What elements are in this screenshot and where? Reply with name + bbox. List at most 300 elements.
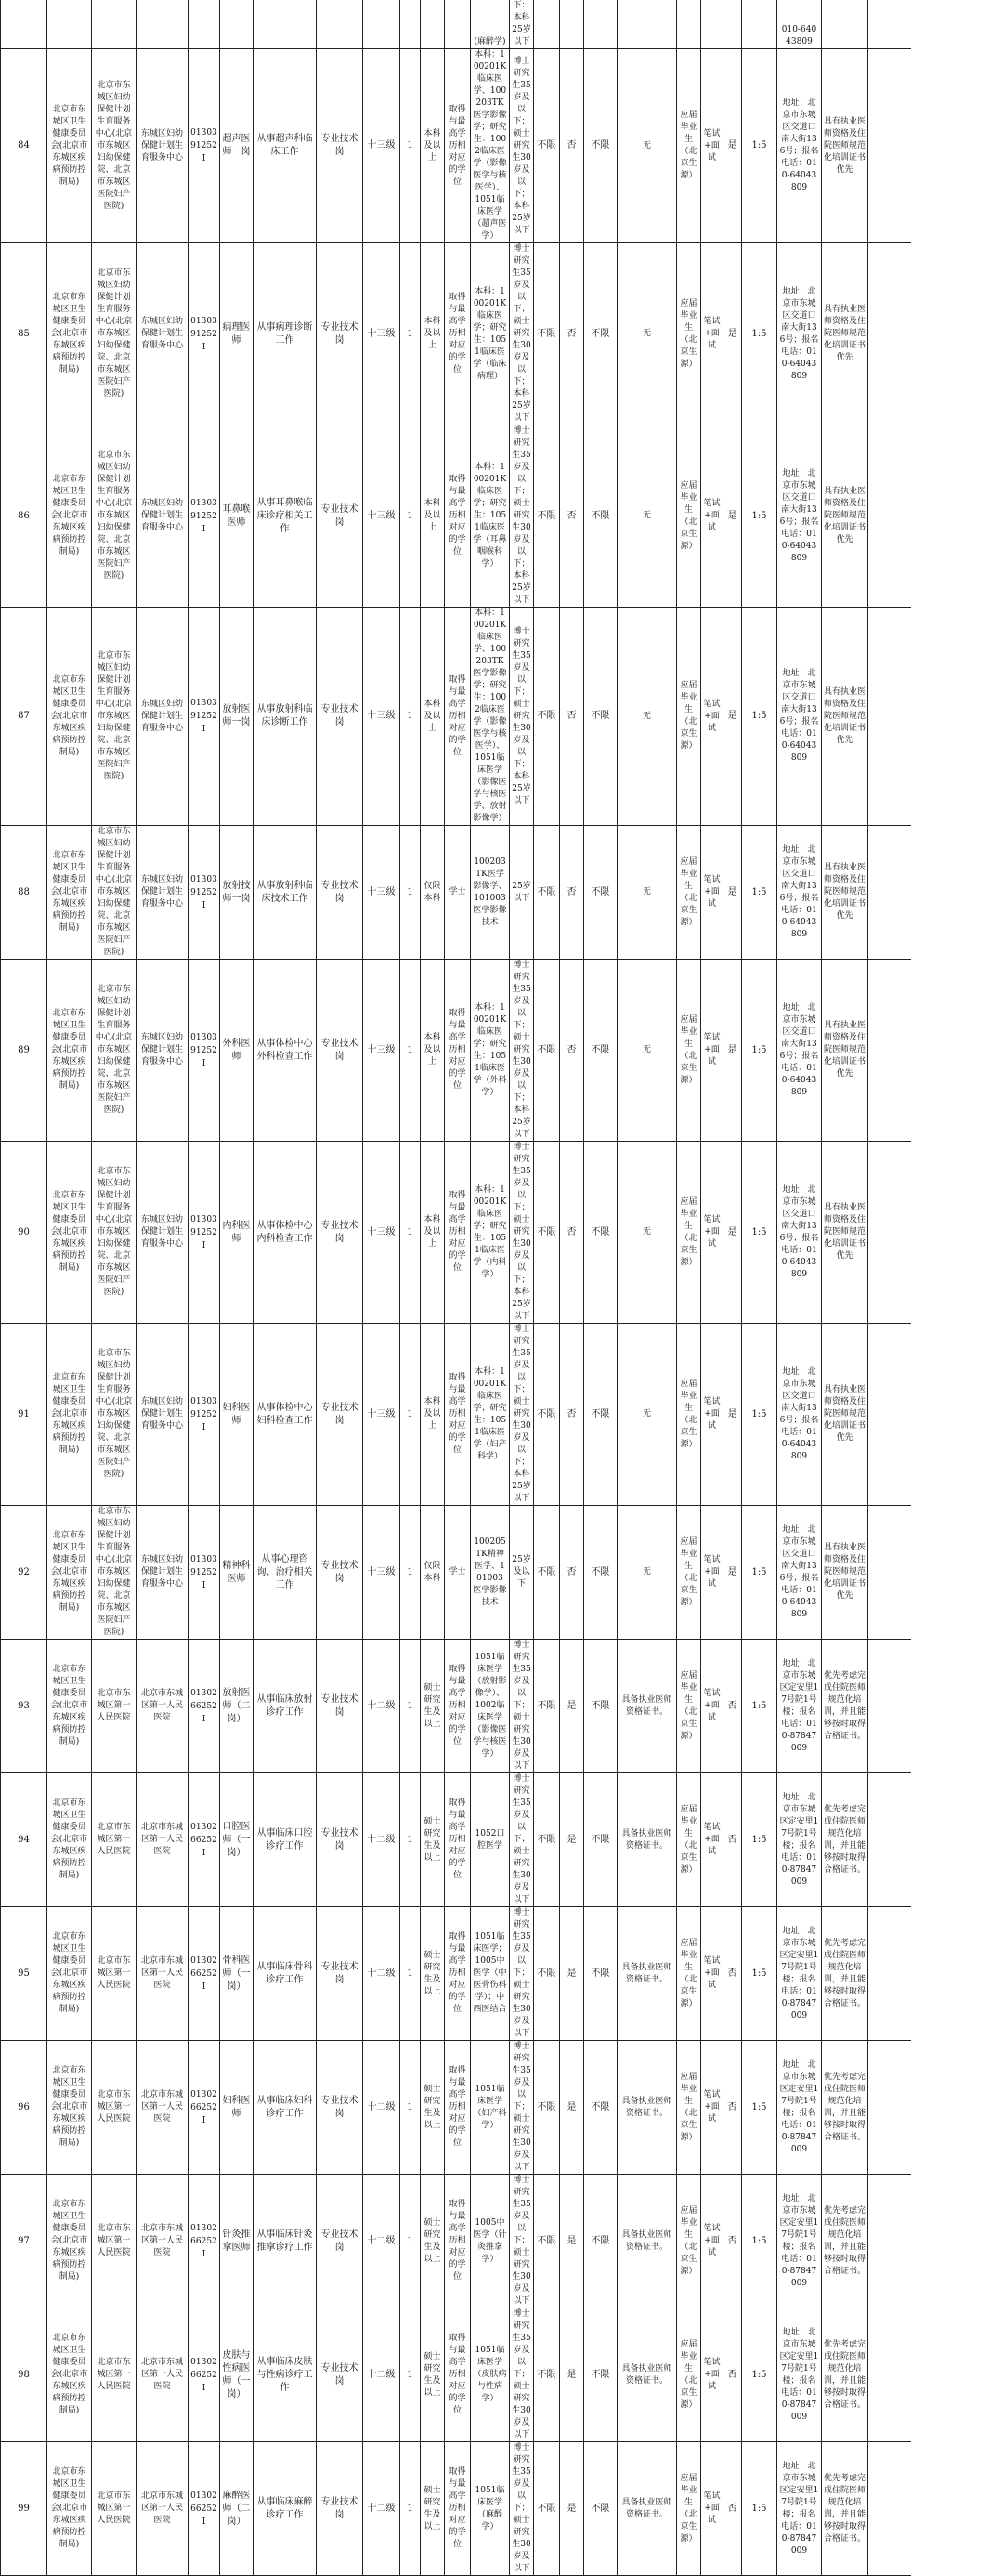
cell-extra bbox=[868, 243, 911, 425]
cell-no: 92 bbox=[1, 1506, 47, 1640]
cell-remark: 优先考虑完成住院医师规范化培训，并且能够按时取得合格证书。 bbox=[822, 2041, 868, 2175]
cell-seniority: 不限 bbox=[584, 2041, 618, 2175]
cell-no: 88 bbox=[1, 826, 47, 960]
cell-source: 应届毕业生（北京生源） bbox=[677, 2175, 701, 2308]
cell-post: 口腔医师（一岗） bbox=[220, 1773, 254, 1907]
cell-code: 0130391252I bbox=[189, 1142, 220, 1324]
cell-age: 博士研究生35岁及以下；硕士研究生30岁及以下 bbox=[510, 1640, 534, 1773]
cell-age: 博士研究生35岁及以下；硕士研究生30岁及以下 bbox=[510, 2041, 534, 2175]
cell-dept: 北京市东城区卫生健康委员会(北京市东城区疾病预防控制局) bbox=[47, 2041, 92, 2175]
cell-hukou: 是 bbox=[560, 1907, 584, 2041]
cell-contact: 地址：北京市东城区定安里17号院1号楼；报名电话：010-87847009 bbox=[777, 1773, 822, 1907]
cell-num: 1 bbox=[400, 1324, 421, 1506]
cell-other: 无 bbox=[618, 826, 677, 960]
cell-category: 专业技术岗 bbox=[317, 1324, 363, 1506]
cell-exam: 笔试+面试 bbox=[701, 243, 723, 425]
cell-exam: 笔试+面试 bbox=[701, 2308, 723, 2442]
cell-num: 1 bbox=[400, 2308, 421, 2442]
cell-source: 应届毕业生（北京生源） bbox=[677, 1506, 701, 1640]
cell-edu: 硕士研究生及以上 bbox=[421, 2442, 445, 2576]
cell-degree: 学士 bbox=[445, 1506, 471, 1640]
cell-hukou: 是 bbox=[560, 2041, 584, 2175]
cell-grade: 十三级 bbox=[363, 49, 400, 243]
cell-code: 0130266252I bbox=[189, 2442, 220, 2576]
cell-degree: 学士 bbox=[445, 826, 471, 960]
cell-seniority: 不限 bbox=[584, 1773, 618, 1907]
cell-extra bbox=[868, 826, 911, 960]
cell-unit: 北京市东城区妇幼保健计划生育服务中心(北京市东城区妇幼保健院、北京市东城区医院妇产医院) bbox=[92, 1506, 137, 1640]
cell-num: 1 bbox=[400, 608, 421, 826]
cell-num: 1 bbox=[400, 1773, 421, 1907]
cell-unit: 北京市东城区第一人民医院 bbox=[92, 1640, 137, 1773]
cell-major: 1052口腔医学 bbox=[471, 1773, 510, 1907]
cell-degree: 取得与最高学历相对应的学位 bbox=[445, 2041, 471, 2175]
cell-age: 博士研究生35岁及以下；硕士研究生30岁及以下；本科25岁以下 bbox=[510, 1142, 534, 1324]
cell-politics: 不限 bbox=[534, 49, 560, 243]
cell-contact: 地址：北京市东城区交道口南大街136号；报名电话：010-64043809 bbox=[777, 608, 822, 826]
cell-remark bbox=[822, 0, 868, 49]
cell-politics: 不限 bbox=[534, 2175, 560, 2308]
cell-major: 本科：100201K临床医学、100203TK医学影像学；研究生：1002临床医学（影像医学与核医学）、1051临床医学（超声医学） bbox=[471, 49, 510, 243]
cell-major: 1051临床医学（麻醉学） bbox=[471, 2442, 510, 2576]
cell-unit: 北京市东城区妇幼保健计划生育服务中心(北京市东城区妇幼保健院、北京市东城区医院妇产医院) bbox=[92, 425, 137, 608]
cell-major: 本科：100201K临床医学；研究生：1051临床医学（耳鼻咽喉科学） bbox=[471, 425, 510, 608]
cell-remark: 优先考虑完成住院医师规范化培训，并且能够按时取得合格证书。 bbox=[822, 2175, 868, 2308]
cell-no: 85 bbox=[1, 243, 47, 425]
table-row bbox=[1, 826, 911, 960]
cell-ratio: 1:5 bbox=[742, 425, 777, 608]
cell-degree: 取得与最高学历相对应的学位 bbox=[445, 425, 471, 608]
cell-other: 无 bbox=[618, 960, 677, 1142]
cell-dept: 北京市东城区卫生健康委员会(北京市东城区疾病预防控制局) bbox=[47, 1773, 92, 1907]
cell-duty: 从事病理诊断工作 bbox=[254, 243, 317, 425]
cell-remark: 具有执业医师资格及住院医师规范化培训证书优先 bbox=[822, 1324, 868, 1506]
cell-extra bbox=[868, 960, 911, 1142]
cell-subunit: 东城区妇幼保健计划生育服务中心 bbox=[137, 1324, 189, 1506]
cell-ratio-flag: 否 bbox=[723, 2041, 742, 2175]
table-row bbox=[1, 1142, 911, 1324]
cell-ratio-flag: 否 bbox=[723, 2308, 742, 2442]
cell-category: 专业技术岗 bbox=[317, 2308, 363, 2442]
cell-ratio-flag: 是 bbox=[723, 1142, 742, 1324]
cell-politics: 不限 bbox=[534, 608, 560, 826]
cell-post: 放射技师一岗 bbox=[220, 826, 254, 960]
cell-subunit: 北京市东城区第一人民医院 bbox=[137, 2308, 189, 2442]
cell-extra bbox=[868, 1142, 911, 1324]
cell-no: 89 bbox=[1, 960, 47, 1142]
cell-degree: 取得与最高学历相对应的学位 bbox=[445, 49, 471, 243]
cell-ratio: 1:5 bbox=[742, 1324, 777, 1506]
cell-other: 具备执业医师资格证书。 bbox=[618, 1640, 677, 1773]
cell-category: 专业技术岗 bbox=[317, 425, 363, 608]
cell-post: 精神科医师 bbox=[220, 1506, 254, 1640]
table-row bbox=[1, 2442, 911, 2576]
cell-post: 妇科医师 bbox=[220, 1324, 254, 1506]
cell-other: 具备执业医师资格证书。 bbox=[618, 2308, 677, 2442]
cell-ratio-flag: 是 bbox=[723, 1324, 742, 1506]
cell-source: 应届毕业生（北京生源） bbox=[677, 2041, 701, 2175]
cell-source: 应届毕业生（北京生源） bbox=[677, 425, 701, 608]
cell-duty: 从事心理咨询、治疗相关工作 bbox=[254, 1506, 317, 1640]
cell-category: 专业技术岗 bbox=[317, 1907, 363, 2041]
cell-politics: 不限 bbox=[534, 425, 560, 608]
cell-other: 无 bbox=[618, 49, 677, 243]
cell-contact: 地址：北京市东城区定安里17号院1号楼；报名电话：010-87847009 bbox=[777, 2175, 822, 2308]
cell-source: 应届毕业生（北京生源） bbox=[677, 1640, 701, 1773]
cell-hukou: 否 bbox=[560, 1324, 584, 1506]
cell-other: 具备执业医师资格证书。 bbox=[618, 2442, 677, 2576]
cell-degree: 取得与最高学历相对应的学位 bbox=[445, 2442, 471, 2576]
cell-ratio-flag: 是 bbox=[723, 49, 742, 243]
cell-hukou: 否 bbox=[560, 608, 584, 826]
cell-major: 1051临床医学（妇产科学） bbox=[471, 2041, 510, 2175]
cell-age: 博士研究生35岁及以下；硕士研究生30岁及以下；本科25岁以下 bbox=[510, 960, 534, 1142]
cell-duty: 从事临床骨科诊疗工作 bbox=[254, 1907, 317, 2041]
cell-age: 博士研究生35岁及以下；硕士研究生30岁及以下 bbox=[510, 2308, 534, 2442]
cell-source: 应届毕业生（北京生源） bbox=[677, 1324, 701, 1506]
cell-hukou: 否 bbox=[560, 826, 584, 960]
cell-grade: 十二级 bbox=[363, 1773, 400, 1907]
cell-grade: 十三级 bbox=[363, 243, 400, 425]
cell-unit: 北京市东城区妇幼保健计划生育服务中心(北京市东城区妇幼保健院、北京市东城区医院妇产医院) bbox=[92, 243, 137, 425]
cell-degree: 取得与最高学历相对应的学位 bbox=[445, 1142, 471, 1324]
cell-exam: 笔试+面试 bbox=[701, 1324, 723, 1506]
table-row bbox=[1, 243, 911, 425]
cell-extra bbox=[868, 608, 911, 826]
cell-degree: 取得与最高学历相对应的学位 bbox=[445, 2308, 471, 2442]
table-row bbox=[1, 1506, 911, 1640]
cell-degree: 取得与最高学历相对应的学位 bbox=[445, 1773, 471, 1907]
cell-grade: 十二级 bbox=[363, 2041, 400, 2175]
cell-age: 博士研究生35岁及以下；硕士研究生30岁及以下 bbox=[510, 1907, 534, 2041]
cell-grade: 十三级 bbox=[363, 826, 400, 960]
cell-contact: 地址：北京市东城区定安里17号院1号楼；报名电话：010-87847009 bbox=[777, 1907, 822, 2041]
cell-unit: 北京市东城区妇幼保健计划生育服务中心(北京市东城区妇幼保健院、北京市东城区医院妇产医院) bbox=[92, 826, 137, 960]
cell-duty: 从事体检中心妇科检查工作 bbox=[254, 1324, 317, 1506]
cell-ratio: 1:5 bbox=[742, 1773, 777, 1907]
cell-duty: 从事耳鼻喉临床诊疗相关工作 bbox=[254, 425, 317, 608]
cell-extra bbox=[868, 1324, 911, 1506]
cell-no: 91 bbox=[1, 1324, 47, 1506]
cell-source: 应届毕业生（北京生源） bbox=[677, 2308, 701, 2442]
cell-code: 0130391252I bbox=[189, 243, 220, 425]
cell-subunit: 北京市东城区第一人民医院 bbox=[137, 2175, 189, 2308]
cell-age: 博士研究生35岁及以下；硕士研究生30岁及以下 bbox=[510, 2442, 534, 2576]
cell-degree: 取得与最高学历相对应的学位 bbox=[445, 1640, 471, 1773]
cell-remark: 具有执业医师资格及住院医师规范化培训证书优先 bbox=[822, 1142, 868, 1324]
cell-remark: 具有执业医师资格及住院医师规范化培训证书优先 bbox=[822, 608, 868, 826]
cell-source: 应届毕业生（北京生源） bbox=[677, 608, 701, 826]
cell-other: 具备执业医师资格证书。 bbox=[618, 1773, 677, 1907]
cell-unit: 北京市东城区妇幼保健计划生育服务中心(北京市东城区妇幼保健院、北京市东城区医院妇产医院) bbox=[92, 1142, 137, 1324]
cell-ratio: 1:5 bbox=[742, 1142, 777, 1324]
cell-ratio-flag: 否 bbox=[723, 2175, 742, 2308]
cell-exam: 笔试+面试 bbox=[701, 2442, 723, 2576]
cell-num: 1 bbox=[400, 2041, 421, 2175]
cell-edu: 本科及以上 bbox=[421, 1324, 445, 1506]
cell-remark: 具有执业医师资格及住院医师规范化培训证书优先 bbox=[822, 243, 868, 425]
cell-major: 1005中医学（针灸推拿学） bbox=[471, 2175, 510, 2308]
cell-hukou: 否 bbox=[560, 1142, 584, 1324]
cell-major: 1051临床医学（放射影像学）、1002临床医学（影像医学与核医学） bbox=[471, 1640, 510, 1773]
cell-ratio: 1:5 bbox=[742, 1506, 777, 1640]
cell-num: 1 bbox=[400, 826, 421, 960]
cell-hukou: 是 bbox=[560, 1773, 584, 1907]
cell-code: 0130266252I bbox=[189, 1773, 220, 1907]
cell-grade: 十二级 bbox=[363, 2308, 400, 2442]
cell-extra bbox=[868, 49, 911, 243]
cell-code: 0130391252I bbox=[189, 49, 220, 243]
cell-edu: 本科及以上 bbox=[421, 960, 445, 1142]
cell-seniority: 不限 bbox=[584, 425, 618, 608]
cell-edu: 硕士研究生及以上 bbox=[421, 1907, 445, 2041]
cell-code: 0130266252I bbox=[189, 1640, 220, 1773]
cell-other: 无 bbox=[618, 243, 677, 425]
cell-dept: 北京市东城区卫生健康委员会(北京市东城区疾病预防控制局) bbox=[47, 2308, 92, 2442]
cell-exam: 笔试+面试 bbox=[701, 1907, 723, 2041]
cell-politics: 不限 bbox=[534, 1506, 560, 1640]
cell-remark: 优先考虑完成住院医师规范化培训，并且能够按时取得合格证书。 bbox=[822, 2308, 868, 2442]
cell-subunit: 东城区妇幼保健计划生育服务中心 bbox=[137, 1142, 189, 1324]
cell-subunit: 北京市东城区第一人民医院 bbox=[137, 1640, 189, 1773]
cell-edu: 本科及以上 bbox=[421, 425, 445, 608]
cell-other bbox=[618, 0, 677, 49]
cell-duty bbox=[254, 0, 317, 49]
cell-other: 无 bbox=[618, 1506, 677, 1640]
cell-edu: 硕士研究生及以上 bbox=[421, 1773, 445, 1907]
cell-no: 86 bbox=[1, 425, 47, 608]
cell-contact: 地址：北京市东城区交道口南大街136号；报名电话：010-64043809 bbox=[777, 243, 822, 425]
cell-remark: 具有执业医师资格及住院医师规范化培训证书优先 bbox=[822, 960, 868, 1142]
cell-age: 下：本科25岁以下 bbox=[510, 0, 534, 49]
cell-post: 骨科医师（一岗） bbox=[220, 1907, 254, 2041]
cell-num: 1 bbox=[400, 1907, 421, 2041]
cell-seniority: 不限 bbox=[584, 2175, 618, 2308]
cell-no: 97 bbox=[1, 2175, 47, 2308]
cell-contact: 地址：北京市东城区定安里17号院1号楼；报名电话：010-87847009 bbox=[777, 1640, 822, 1773]
cell-unit: 北京市东城区第一人民医院 bbox=[92, 2308, 137, 2442]
cell-ratio: 1:5 bbox=[742, 960, 777, 1142]
cell-category: 专业技术岗 bbox=[317, 49, 363, 243]
table-row bbox=[1, 1907, 911, 2041]
cell-duty: 从事临床针灸推拿诊疗工作 bbox=[254, 2175, 317, 2308]
cell-exam: 笔试+面试 bbox=[701, 2041, 723, 2175]
cell-unit bbox=[92, 0, 137, 49]
cell-major: 100205TK精神医学、101003医学影像技术 bbox=[471, 1506, 510, 1640]
cell-post: 耳鼻喉医师 bbox=[220, 425, 254, 608]
cell-code: 0130391252I bbox=[189, 608, 220, 826]
cell-ratio: 1:5 bbox=[742, 243, 777, 425]
cell-age: 博士研究生35岁及以下；硕士研究生30岁及以下；本科25岁以下 bbox=[510, 425, 534, 608]
cell-seniority: 不限 bbox=[584, 960, 618, 1142]
cell-no: 87 bbox=[1, 608, 47, 826]
cell-unit: 北京市东城区第一人民医院 bbox=[92, 1773, 137, 1907]
cell-ratio-flag: 否 bbox=[723, 1773, 742, 1907]
cell-category: 专业技术岗 bbox=[317, 826, 363, 960]
cell-contact: 地址：北京市东城区交道口南大街136号；报名电话：010-64043809 bbox=[777, 1506, 822, 1640]
cell-code: 0130391252I bbox=[189, 425, 220, 608]
cell-dept: 北京市东城区卫生健康委员会(北京市东城区疾病预防控制局) bbox=[47, 960, 92, 1142]
cell-category: 专业技术岗 bbox=[317, 1506, 363, 1640]
cell-dept: 北京市东城区卫生健康委员会(北京市东城区疾病预防控制局) bbox=[47, 1324, 92, 1506]
cell-no: 93 bbox=[1, 1640, 47, 1773]
cell-extra bbox=[868, 2308, 911, 2442]
cell-remark: 具有执业医师资格及住院医师规范化培训证书优先 bbox=[822, 425, 868, 608]
cell-degree: 取得与最高学历相对应的学位 bbox=[445, 2175, 471, 2308]
cell-exam: 笔试+面试 bbox=[701, 49, 723, 243]
cell-ratio: 1:5 bbox=[742, 826, 777, 960]
cell-edu bbox=[421, 0, 445, 49]
cell-unit: 北京市东城区第一人民医院 bbox=[92, 1907, 137, 2041]
cell-extra bbox=[868, 2175, 911, 2308]
cell-code: 0130391252I bbox=[189, 826, 220, 960]
cell-source: 应届毕业生（北京生源） bbox=[677, 2442, 701, 2576]
cell-unit: 北京市东城区妇幼保健计划生育服务中心(北京市东城区妇幼保健院、北京市东城区医院妇产医院) bbox=[92, 960, 137, 1142]
cell-code: 0130266252I bbox=[189, 2175, 220, 2308]
cell-code: 0130391252I bbox=[189, 1506, 220, 1640]
cell-duty: 从事放射科临床技术工作 bbox=[254, 826, 317, 960]
cell-source: 应届毕业生（北京生源） bbox=[677, 1142, 701, 1324]
cell-contact: 地址：北京市东城区交道口南大街136号；报名电话：010-64043809 bbox=[777, 49, 822, 243]
cell-politics: 不限 bbox=[534, 960, 560, 1142]
cell-dept: 北京市东城区卫生健康委员会(北京市东城区疾病预防控制局) bbox=[47, 243, 92, 425]
cell-subunit: 东城区妇幼保健计划生育服务中心 bbox=[137, 243, 189, 425]
cell-grade: 十二级 bbox=[363, 1907, 400, 2041]
cell-unit: 北京市东城区第一人民医院 bbox=[92, 2442, 137, 2576]
cell-unit: 北京市东城区妇幼保健计划生育服务中心(北京市东城区妇幼保健院、北京市东城区医院妇产医院) bbox=[92, 1324, 137, 1506]
cell-hukou: 否 bbox=[560, 425, 584, 608]
cell-post: 妇科医师 bbox=[220, 2041, 254, 2175]
cell-grade: 十二级 bbox=[363, 2442, 400, 2576]
cell-category: 专业技术岗 bbox=[317, 2175, 363, 2308]
cell-dept: 北京市东城区卫生健康委员会(北京市东城区疾病预防控制局) bbox=[47, 49, 92, 243]
cell-exam: 笔试+面试 bbox=[701, 2175, 723, 2308]
cell-subunit: 北京市东城区第一人民医院 bbox=[137, 2041, 189, 2175]
cell-exam: 笔试+面试 bbox=[701, 826, 723, 960]
cell-ratio: 1:5 bbox=[742, 2442, 777, 2576]
cell-hukou: 是 bbox=[560, 1640, 584, 1773]
table-row bbox=[1, 49, 911, 243]
cell-age: 博士研究生35岁及以下；硕士研究生30岁及以下；本科25岁以下 bbox=[510, 1324, 534, 1506]
cell-unit: 北京市东城区妇幼保健计划生育服务中心(北京市东城区妇幼保健院、北京市东城区医院妇产医院) bbox=[92, 49, 137, 243]
cell-grade: 十三级 bbox=[363, 1506, 400, 1640]
cell-politics: 不限 bbox=[534, 826, 560, 960]
cell-post: 放射医师一岗 bbox=[220, 608, 254, 826]
table-row bbox=[1, 2308, 911, 2442]
cell-subunit: 东城区妇幼保健计划生育服务中心 bbox=[137, 608, 189, 826]
cell-unit: 北京市东城区第一人民医院 bbox=[92, 2175, 137, 2308]
table-row bbox=[1, 608, 911, 826]
cell-source: 应届毕业生（北京生源） bbox=[677, 1907, 701, 2041]
cell-ratio-flag: 否 bbox=[723, 1640, 742, 1773]
cell-contact: 地址：北京市东城区定安里17号院1号楼；报名电话：010-87847009 bbox=[777, 2308, 822, 2442]
cell-ratio-flag: 否 bbox=[723, 1907, 742, 2041]
cell-duty: 从事临床妇科诊疗工作 bbox=[254, 2041, 317, 2175]
cell-num: 1 bbox=[400, 2175, 421, 2308]
cell-edu: 硕士研究生及以上 bbox=[421, 2041, 445, 2175]
cell-age: 博士研究生35岁及以下；硕士研究生30岁及以下；本科25岁以下 bbox=[510, 608, 534, 826]
cell-degree bbox=[445, 0, 471, 49]
cell-category: 专业技术岗 bbox=[317, 608, 363, 826]
cell-source: 应届毕业生（北京生源） bbox=[677, 826, 701, 960]
cell-major: (麻醉学) bbox=[471, 0, 510, 49]
cell-seniority: 不限 bbox=[584, 1640, 618, 1773]
cell-seniority: 不限 bbox=[584, 1142, 618, 1324]
cell-num: 1 bbox=[400, 1640, 421, 1773]
cell-seniority: 不限 bbox=[584, 1506, 618, 1640]
cell-code: 0130266252I bbox=[189, 1907, 220, 2041]
cell-ratio-flag: 是 bbox=[723, 608, 742, 826]
cell-source: 应届毕业生（北京生源） bbox=[677, 1773, 701, 1907]
cell-other: 具备执业医师资格证书。 bbox=[618, 2175, 677, 2308]
cell-grade: 十三级 bbox=[363, 960, 400, 1142]
cell-contact: 010-64043809 bbox=[777, 0, 822, 49]
cell-dept: 北京市东城区卫生健康委员会(北京市东城区疾病预防控制局) bbox=[47, 826, 92, 960]
cell-num: 1 bbox=[400, 425, 421, 608]
cell-remark: 优先考虑完成住院医师规范化培训，并且能够按时取得合格证书。 bbox=[822, 1773, 868, 1907]
cell-seniority: 不限 bbox=[584, 49, 618, 243]
cell-grade: 十三级 bbox=[363, 425, 400, 608]
cell-extra bbox=[868, 2041, 911, 2175]
cell-code: 0130266252I bbox=[189, 2041, 220, 2175]
cell-dept: 北京市东城区卫生健康委员会(北京市东城区疾病预防控制局) bbox=[47, 1907, 92, 2041]
cell-category bbox=[317, 0, 363, 49]
cell-contact: 地址：北京市东城区交道口南大街136号；报名电话：010-64043809 bbox=[777, 1324, 822, 1506]
cell-code: 0130266252I bbox=[189, 2308, 220, 2442]
cell-duty: 从事临床麻醉诊疗工作 bbox=[254, 2442, 317, 2576]
cell-category: 专业技术岗 bbox=[317, 1142, 363, 1324]
cell-post: 外科医师 bbox=[220, 960, 254, 1142]
cell-no: 99 bbox=[1, 2442, 47, 2576]
cell-politics: 不限 bbox=[534, 243, 560, 425]
cell-exam: 笔试+面试 bbox=[701, 425, 723, 608]
cell-ratio-flag: 是 bbox=[723, 1506, 742, 1640]
cell-other: 具备执业医师资格证书。 bbox=[618, 2041, 677, 2175]
cell-remark: 具有执业医师资格及住院医师规范化培训证书优先 bbox=[822, 49, 868, 243]
cell-ratio: 1:5 bbox=[742, 1907, 777, 2041]
cell-hukou: 否 bbox=[560, 243, 584, 425]
cell-degree: 取得与最高学历相对应的学位 bbox=[445, 1907, 471, 2041]
cell-dept: 北京市东城区卫生健康委员会(北京市东城区疾病预防控制局) bbox=[47, 1506, 92, 1640]
cell-subunit: 东城区妇幼保健计划生育服务中心 bbox=[137, 49, 189, 243]
cell-politics: 不限 bbox=[534, 2041, 560, 2175]
cell-category: 专业技术岗 bbox=[317, 243, 363, 425]
cell-edu: 硕士研究生及以上 bbox=[421, 1640, 445, 1773]
cell-major: 100203TK医学影像学、101003医学影像技术 bbox=[471, 826, 510, 960]
cell-code: 0130391252I bbox=[189, 960, 220, 1142]
cell-other: 无 bbox=[618, 425, 677, 608]
cell-contact: 地址：北京市东城区定安里17号院1号楼；报名电话：010-87847009 bbox=[777, 2041, 822, 2175]
cell-dept: 北京市东城区卫生健康委员会(北京市东城区疾病预防控制局) bbox=[47, 1640, 92, 1773]
cell-grade: 十二级 bbox=[363, 1640, 400, 1773]
cell-seniority: 不限 bbox=[584, 243, 618, 425]
cell-no: 96 bbox=[1, 2041, 47, 2175]
cell-dept: 北京市东城区卫生健康委员会(北京市东城区疾病预防控制局) bbox=[47, 2442, 92, 2576]
cell-post bbox=[220, 0, 254, 49]
cell-age: 25岁及以下 bbox=[510, 1506, 534, 1640]
cell-category: 专业技术岗 bbox=[317, 1773, 363, 1907]
cell-hukou bbox=[560, 0, 584, 49]
cell-contact: 地址：北京市东城区定安里17号院1号楼；报名电话：010-87847009 bbox=[777, 2442, 822, 2576]
cell-seniority: 不限 bbox=[584, 2308, 618, 2442]
cell-exam: 笔试+面试 bbox=[701, 1773, 723, 1907]
cell-hukou: 否 bbox=[560, 1506, 584, 1640]
cell-category: 专业技术岗 bbox=[317, 2041, 363, 2175]
cell-subunit bbox=[137, 0, 189, 49]
cell-post: 麻醉医师（二岗） bbox=[220, 2442, 254, 2576]
table-row bbox=[1, 1773, 911, 1907]
cell-duty: 从事超声科临床工作 bbox=[254, 49, 317, 243]
